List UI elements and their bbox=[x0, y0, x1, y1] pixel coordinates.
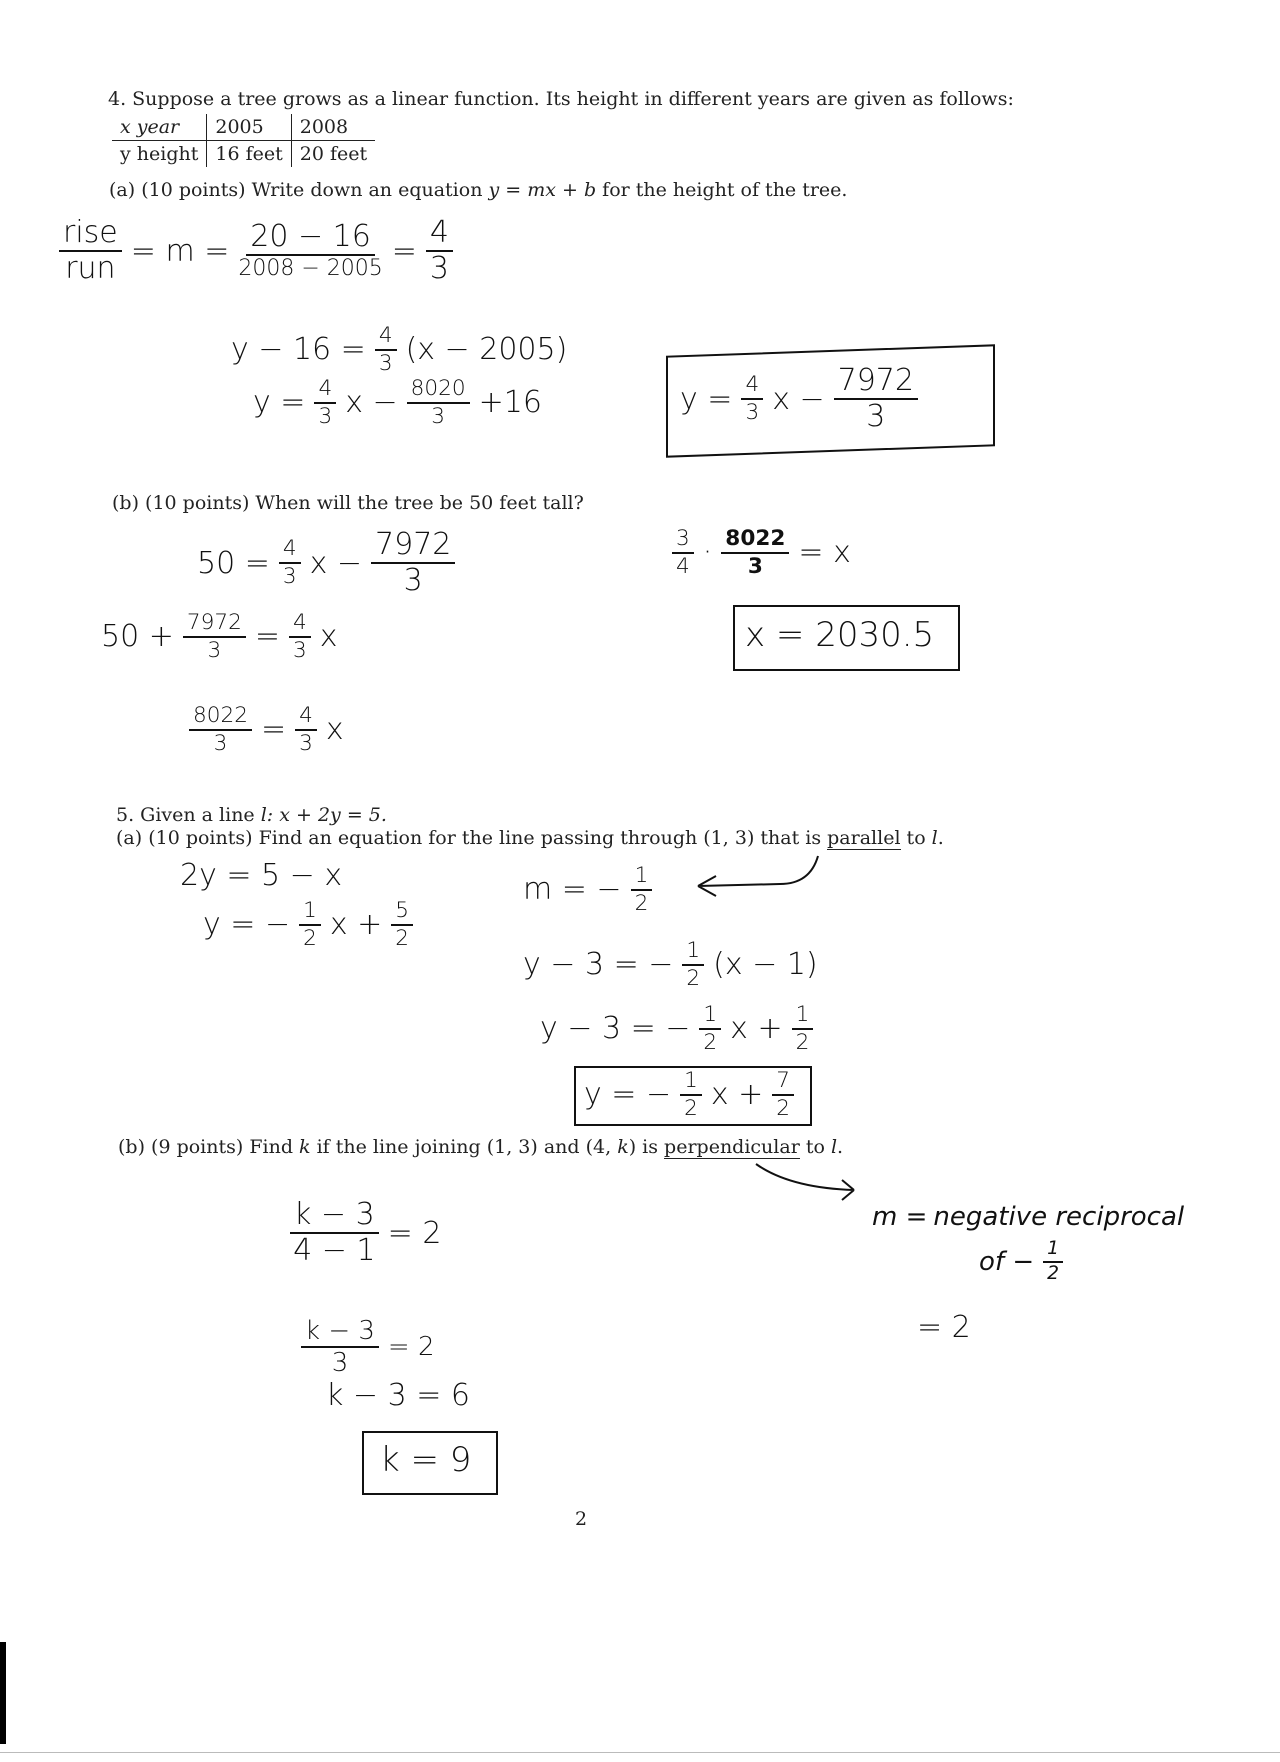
denominator: 2 bbox=[1047, 1262, 1060, 1284]
text: l bbox=[260, 804, 267, 826]
text: m = bbox=[872, 1202, 928, 1232]
fraction bbox=[314, 378, 336, 427]
text: +16 bbox=[478, 385, 542, 421]
numerator: 8022 bbox=[721, 528, 789, 554]
denominator: 3 bbox=[213, 730, 228, 756]
text: x + bbox=[710, 1077, 764, 1113]
numerator: 7972 bbox=[183, 612, 246, 638]
slope-m bbox=[523, 865, 655, 914]
numerator: 1 bbox=[792, 1004, 814, 1030]
work-5a-line1: 2y = 5 − x bbox=[180, 858, 343, 893]
denominator: 3 bbox=[429, 251, 449, 286]
text: x − bbox=[345, 385, 398, 421]
fraction bbox=[183, 612, 246, 661]
question-4b-prompt: (b) (10 points) When will the tree be 50 feet tall? bbox=[112, 492, 584, 514]
denominator: run bbox=[65, 251, 116, 286]
denominator: 2 bbox=[634, 890, 649, 916]
fraction bbox=[238, 219, 383, 281]
denominator: 3 bbox=[292, 637, 307, 663]
denominator: 3 bbox=[378, 350, 393, 376]
text: k bbox=[299, 1136, 311, 1158]
text: x − bbox=[309, 545, 363, 581]
text: 5. Given a line bbox=[116, 804, 261, 826]
page-number: 2 bbox=[575, 1508, 588, 1530]
denominator: 2008 − 2005 bbox=[238, 256, 383, 281]
table-cell: 2008 bbox=[291, 114, 375, 141]
text: if the line joining (1, 3) and (4, bbox=[310, 1136, 618, 1158]
text: x + bbox=[329, 907, 383, 943]
fraction bbox=[371, 527, 455, 598]
fraction bbox=[407, 378, 470, 427]
work-5a-expanded bbox=[540, 1004, 816, 1053]
numerator: 1 bbox=[680, 1070, 702, 1096]
text: x + bbox=[730, 1011, 783, 1047]
answer-4a bbox=[680, 363, 921, 434]
tree-height-table bbox=[112, 114, 375, 167]
numerator: 4 bbox=[279, 538, 301, 564]
text: y − 3 = − bbox=[523, 947, 674, 983]
text: : x + 2y = 5. bbox=[266, 804, 387, 826]
question-5-intro bbox=[116, 804, 387, 826]
text: (x − 1) bbox=[713, 947, 818, 983]
numerator: k − 3 bbox=[301, 1318, 379, 1348]
denominator: 4 bbox=[676, 553, 690, 579]
text: of − bbox=[979, 1246, 1035, 1277]
fraction bbox=[290, 1197, 379, 1268]
denominator: 2 bbox=[395, 925, 410, 951]
text: l bbox=[931, 827, 938, 849]
fraction bbox=[1043, 1240, 1063, 1283]
text: y = bbox=[253, 385, 306, 421]
work-4b-right bbox=[669, 528, 851, 577]
fraction bbox=[375, 325, 397, 374]
text: m = − bbox=[523, 872, 622, 908]
prompt-equation: y = mx + b bbox=[488, 179, 597, 201]
answer-4b: x = 2030.5 bbox=[745, 615, 935, 655]
numerator: 4 bbox=[375, 325, 397, 351]
text: x − bbox=[772, 381, 825, 417]
text: · bbox=[702, 535, 713, 571]
scan-edge-mark bbox=[0, 1642, 6, 1744]
denominator: 3 bbox=[866, 399, 886, 434]
denominator: 3 bbox=[299, 730, 313, 756]
text: = bbox=[260, 712, 287, 748]
denominator: 2 bbox=[795, 1029, 810, 1055]
text: y = − bbox=[584, 1077, 672, 1113]
text: (a) (10 points) Find an equation for the line passing through (1, 3) that is bbox=[116, 827, 828, 849]
text: to bbox=[900, 827, 932, 849]
text: negative reciprocal bbox=[933, 1202, 1185, 1232]
numerator: 7 bbox=[772, 1070, 794, 1096]
numerator: 4 bbox=[426, 218, 453, 252]
work-5b-line1 bbox=[287, 1197, 442, 1268]
denominator: 3 bbox=[207, 637, 222, 663]
text: y = − bbox=[203, 907, 291, 943]
point-slope-line bbox=[231, 325, 567, 374]
perpendicular-note-of bbox=[979, 1240, 1066, 1283]
fraction bbox=[295, 705, 317, 754]
fraction bbox=[741, 374, 763, 423]
text: . bbox=[837, 1136, 844, 1158]
prompt-text: (a) (10 points) Write down an equation bbox=[109, 179, 489, 201]
denominator: 4 − 1 bbox=[293, 1233, 376, 1268]
fraction bbox=[772, 1070, 794, 1119]
fraction bbox=[289, 612, 311, 661]
text: y = bbox=[680, 381, 733, 417]
denominator: 3 bbox=[282, 564, 297, 589]
work-5a-point-slope bbox=[523, 940, 818, 989]
text: = 2 bbox=[387, 1215, 442, 1251]
underlined-word: perpendicular bbox=[664, 1136, 800, 1158]
text: 50 = bbox=[197, 545, 270, 581]
text: y − 16 = bbox=[231, 332, 366, 368]
numerator: 1 bbox=[299, 900, 321, 926]
underlined-word: parallel bbox=[827, 827, 901, 849]
fraction bbox=[792, 1004, 814, 1053]
numerator: 1 bbox=[1043, 1240, 1063, 1263]
text: = bbox=[391, 233, 417, 269]
fraction bbox=[391, 900, 413, 949]
text: (b) (9 points) Find bbox=[118, 1136, 300, 1158]
perpendicular-note bbox=[872, 1202, 1184, 1232]
question-4-intro: 4. Suppose a tree grows as a linear function. Its height in different years are given as follows: bbox=[108, 88, 1014, 110]
work-5b-line3: k − 3 = 6 bbox=[326, 1378, 470, 1413]
fraction bbox=[299, 900, 321, 949]
table-row-year bbox=[112, 114, 375, 141]
numerator: rise bbox=[59, 218, 122, 252]
fraction bbox=[301, 1318, 379, 1376]
denominator: 3 bbox=[403, 563, 423, 598]
text: = 2 bbox=[387, 1332, 435, 1362]
numerator: k − 3 bbox=[290, 1200, 379, 1234]
expanded-line bbox=[253, 378, 542, 427]
fraction bbox=[834, 363, 918, 434]
text: to bbox=[799, 1136, 831, 1158]
text: = x bbox=[798, 535, 851, 571]
denominator: 3 bbox=[331, 1348, 349, 1378]
text: (x − 2005) bbox=[405, 332, 568, 368]
arrow-icon bbox=[690, 850, 830, 900]
rise-over-run bbox=[59, 215, 122, 286]
numerator: 4 bbox=[295, 705, 317, 731]
answer-5b: k = 9 bbox=[380, 1440, 472, 1480]
text: y − 3 = − bbox=[540, 1011, 691, 1047]
fraction bbox=[279, 538, 301, 587]
text: . bbox=[937, 827, 944, 849]
numerator: 4 bbox=[314, 378, 336, 404]
answer-5a bbox=[584, 1070, 797, 1119]
fraction bbox=[672, 528, 694, 577]
numerator: 1 bbox=[699, 1004, 721, 1030]
work-4b-line3 bbox=[186, 705, 344, 754]
fraction bbox=[680, 1070, 702, 1119]
denominator: 2 bbox=[776, 1095, 791, 1121]
fraction bbox=[699, 1004, 721, 1053]
fraction bbox=[631, 865, 653, 914]
numerator: 7972 bbox=[371, 530, 455, 564]
numerator: 8022 bbox=[189, 705, 252, 731]
text: 50 + bbox=[101, 619, 174, 655]
text: l bbox=[830, 1136, 838, 1158]
numerator: 1 bbox=[631, 865, 653, 891]
table-cell: 16 feet bbox=[207, 141, 291, 168]
denominator: 2 bbox=[703, 1029, 718, 1055]
numerator: 1 bbox=[682, 940, 704, 966]
text: x bbox=[319, 619, 338, 655]
work-5a-line2 bbox=[203, 900, 416, 949]
text: = m = bbox=[130, 233, 230, 269]
arrow-icon bbox=[750, 1160, 870, 1210]
numerator: 8020 bbox=[407, 378, 470, 404]
slope-work bbox=[56, 215, 456, 286]
work-4b-line1 bbox=[197, 527, 458, 598]
numerator: 7972 bbox=[834, 366, 918, 400]
perpendicular-slope-result: = 2 bbox=[917, 1310, 971, 1345]
numerator: 3 bbox=[672, 528, 694, 554]
text: x bbox=[325, 712, 344, 748]
table-cell: y height bbox=[120, 143, 199, 165]
work-4b-line2 bbox=[101, 612, 337, 661]
question-5a-prompt bbox=[116, 827, 944, 849]
numerator: 4 bbox=[289, 612, 311, 638]
work-5b-line2 bbox=[298, 1318, 435, 1376]
text: ) is bbox=[628, 1136, 665, 1158]
table-cell: 20 feet bbox=[291, 141, 375, 168]
denominator: 3 bbox=[431, 403, 445, 429]
fraction bbox=[721, 528, 789, 577]
fraction bbox=[426, 215, 453, 286]
denominator: 3 bbox=[747, 553, 763, 579]
denominator: 2 bbox=[303, 925, 317, 951]
numerator: 20 − 16 bbox=[246, 222, 375, 256]
numerator: 4 bbox=[741, 374, 763, 400]
denominator: 2 bbox=[686, 965, 701, 991]
denominator: 3 bbox=[318, 403, 333, 429]
fraction bbox=[682, 940, 704, 989]
numerator: 5 bbox=[391, 900, 413, 926]
question-4a-prompt bbox=[109, 179, 847, 201]
question-5b-prompt bbox=[118, 1136, 843, 1158]
table-cell: x year bbox=[112, 114, 207, 141]
table-cell: 2005 bbox=[207, 114, 291, 141]
table-row-height bbox=[112, 141, 375, 168]
denominator: 2 bbox=[684, 1095, 698, 1121]
prompt-text: for the height of the tree. bbox=[596, 179, 848, 201]
scan-bottom-line bbox=[0, 1752, 1280, 1753]
text: k bbox=[617, 1136, 629, 1158]
text: = bbox=[254, 619, 280, 655]
fraction bbox=[189, 705, 252, 754]
denominator: 3 bbox=[745, 400, 760, 425]
